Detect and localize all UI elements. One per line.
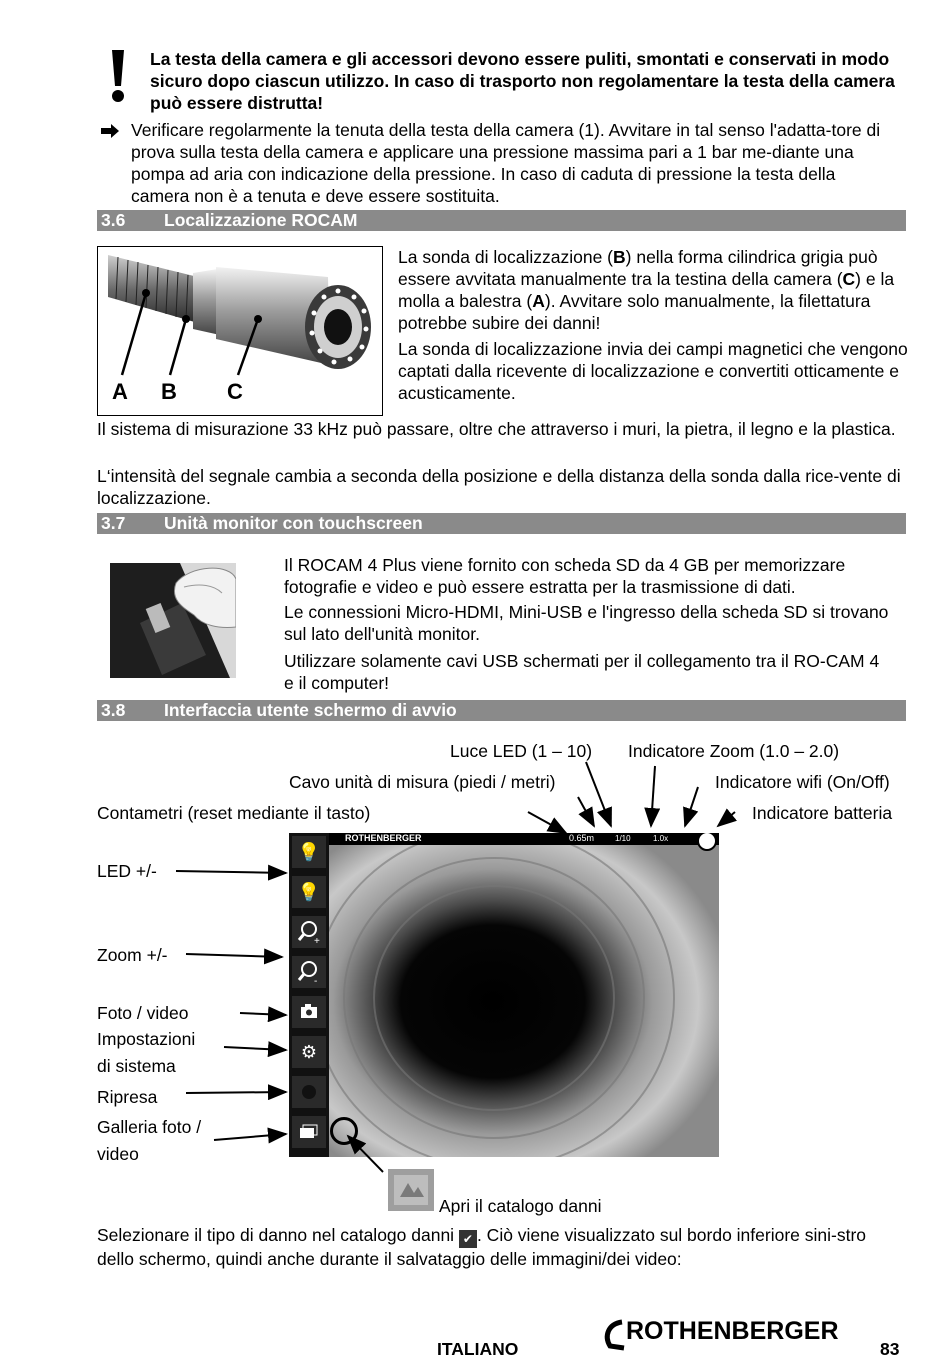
svg-text:-: - — [314, 976, 318, 987]
record-button[interactable] — [292, 1076, 326, 1108]
monitor-paragraph-3: Utilizzare solamente cavi USB schermati per il collegamento tra il RO-CAM 4 e il computer! — [284, 651, 880, 693]
label-gallery-line-2: video — [97, 1144, 139, 1164]
brand-logo-text: ROTHENBERGER — [626, 1317, 839, 1345]
lightbulb-plus-icon: 💡 — [297, 842, 321, 862]
sonde-paragraph-4: L‘intensità del segnale cambia a seconda della posizione e della distanza della sonda dalla rice-vente di localizzazione. — [97, 466, 901, 508]
screen-distance[interactable]: 0.65m — [569, 833, 595, 843]
camera-icon — [292, 996, 326, 1028]
label-settings-line-2: di sistema — [97, 1056, 176, 1076]
monitor-paragraph-1: Il ROCAM 4 Plus viene fornito con scheda SD da 4 GB per memorizzare fotografie e video e può essere estratta per la trasmissione di dati. — [284, 555, 846, 597]
section-number: 3.6 — [101, 210, 126, 230]
sd-card-photo — [110, 563, 236, 678]
label-wifi: Indicatore wifi (On/Off) — [715, 772, 890, 792]
photo-label-c: C — [227, 379, 243, 404]
section-number: 3.8 — [101, 700, 126, 720]
locating-sonde-photo — [97, 246, 383, 416]
screen-brand: ROTHENBERGER — [345, 833, 422, 843]
label-zoom-indicator: Indicatore Zoom (1.0 – 2.0) — [628, 741, 840, 761]
right-arrow-icon — [100, 122, 120, 138]
section-title: Unità monitor con touchscreen — [164, 513, 423, 533]
settings-button[interactable] — [292, 1036, 326, 1068]
label-settings-line-1: Impostazioni — [97, 1029, 196, 1049]
screen-zoom-level: 1.0x — [653, 834, 669, 843]
zoom-out-icon — [292, 956, 326, 988]
gear-icon: ⚙ — [300, 1042, 318, 1062]
section-number: 3.7 — [101, 513, 126, 533]
label-zoom-pm: Zoom +/- — [97, 945, 168, 965]
warning-text: La testa della camera e gli accessori devono essere puliti, smontati e conservati in modo sicuro dopo ciascun utilizzo. In caso di trasporto non regolamentare la testa della camera può essere distrutta! — [150, 49, 895, 113]
check-paragraph: Verificare regolarmente la tenuta della testa della camera (1). Avvitare in tal senso l'adatta-tore di prova sulla testa della camera e applicare una pressione massima pari a 1 bar me-diante una pompa ad aria con indicazione della pressione. In caso di caduta di pressione la testa della camera non è a tenuta e deve essere sostituita. — [131, 120, 881, 206]
zoom-in-button[interactable] — [292, 916, 326, 948]
section-header-3-7 — [97, 513, 906, 534]
section-title: Interfaccia utente schermo di avvio — [164, 700, 457, 720]
record-icon — [292, 1076, 326, 1108]
brand-logo — [600, 1318, 860, 1352]
label-led-pm: LED +/- — [97, 861, 157, 881]
zoom-out-button[interactable] — [292, 956, 326, 988]
photo-label-b: B — [161, 379, 177, 404]
led-minus-button[interactable] — [292, 876, 326, 908]
svg-text:+: + — [314, 936, 320, 947]
gallery-button[interactable] — [292, 1116, 326, 1148]
exclamation-icon — [108, 48, 128, 104]
section-header-3-8 — [97, 700, 906, 721]
screen-led-level: 1/10 — [615, 834, 631, 843]
closing-paragraph: Selezionare il tipo di danno nel catalogo danni ✔ . Ciò viene visualizzato sul bordo inferiore sini-stro dello schermo, quindi anche durante il salvataggio delle immagini/dei video: — [97, 1225, 867, 1269]
label-photo-video: Foto / video — [97, 1003, 189, 1023]
damage-catalog-icon — [388, 1169, 434, 1211]
camera-button[interactable] — [292, 996, 326, 1028]
lightbulb-minus-icon: 💡 — [297, 882, 321, 902]
page-number: 83 — [880, 1339, 900, 1359]
section-title: Localizzazione ROCAM — [164, 210, 358, 230]
sonde-paragraph-1: La sonda di localizzazione (B) nella forma cilindrica grigia può essere avvitata manualmente tra la testina della camera (C) e la molla a balestra (A). Avvitare solo manualmente, la filettatura potrebbe subire dei danni! — [398, 247, 895, 333]
monitor-paragraph-2: Le connessioni Micro-HDMI, Mini-USB e l'ingresso della scheda SD si trovano sul lato dell'unità monitor. — [284, 602, 889, 644]
damage-check-icon: ✔ — [459, 1230, 477, 1248]
led-plus-button[interactable] — [292, 836, 326, 868]
label-led-light: Luce LED (1 – 10) — [450, 741, 593, 761]
label-gallery-line-1: Galleria foto / — [97, 1117, 202, 1137]
photo-label-a: A — [112, 379, 128, 404]
label-damage-catalog: Apri il catalogo danni — [439, 1196, 602, 1216]
zoom-in-icon — [292, 916, 326, 948]
label-cable-unit: Cavo unità di misura (piedi / metri) — [289, 772, 556, 792]
damage-catalog-screen-button[interactable] — [330, 1117, 358, 1145]
section-header-3-6 — [97, 210, 906, 231]
start-screen — [289, 833, 719, 1157]
footer-language: ITALIANO — [437, 1339, 519, 1359]
sonde-paragraph-3: Il sistema di misurazione 33 kHz può passare, oltre che attraverso i muri, la pietra, il legno e la plastica. — [97, 419, 896, 439]
label-record: Ripresa — [97, 1087, 158, 1107]
gallery-icon — [292, 1116, 326, 1148]
sonde-paragraph-2: La sonda di localizzazione invia dei campi magnetici che vengono captati dalla ricevente di localizzazione e convertiti otticamente e acusticamente. — [398, 339, 908, 403]
label-counter: Contametri (reset mediante il tasto) — [97, 803, 371, 823]
label-battery: Indicatore batteria — [752, 803, 893, 823]
